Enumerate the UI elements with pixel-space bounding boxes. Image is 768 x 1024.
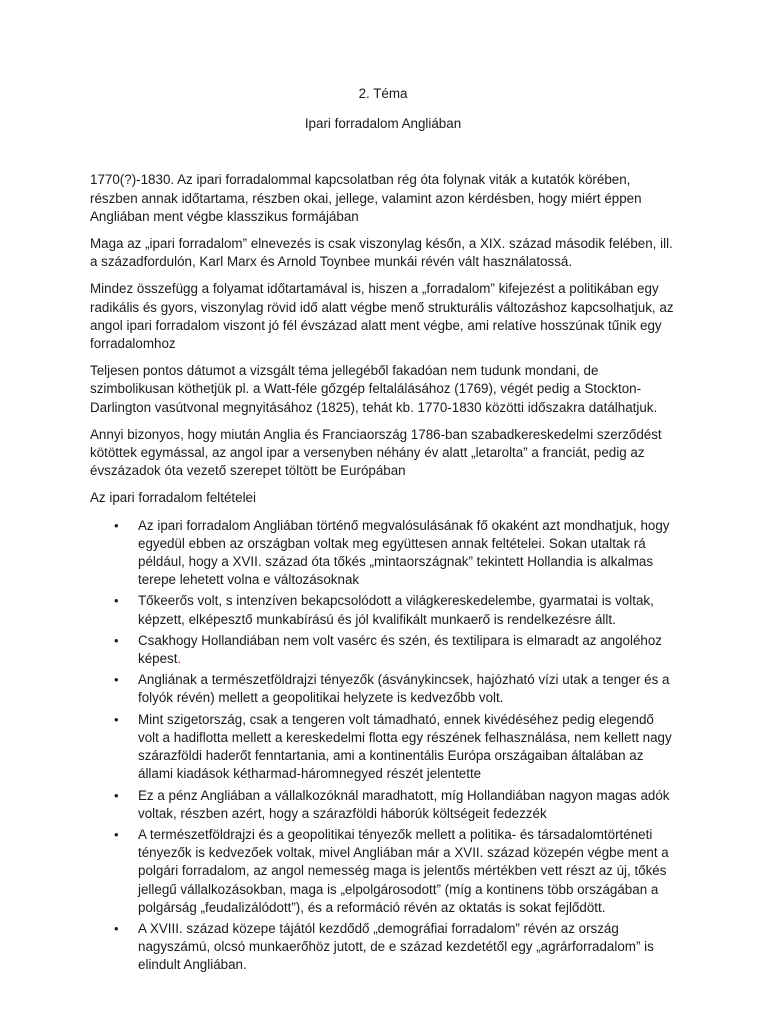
list-item-text: Mint szigetország, csak a tengeren volt támadható, ennek kivédéséhez pedig elegendő volt a hadiflotta mellett a kereskedelmi flotta egy részének felhasználása, nem kellett nagy szárazföldi haderőt fenntartania, ami a kontinentális Európa országaiban általában az állami kiadások kétharmad-háromnegyed részét jelentette	[138, 711, 672, 782]
bullet-icon: •	[114, 593, 119, 609]
paragraph-trade-treaty: Annyi bizonyos, hogy miután Anglia és Franciaország 1786-ban szabadkereskedelmi szerződést kötöttek egymással, az angol ipar a versenyben néhány év alatt „letarolta” a franciát, pedig az évszázadok óta vezető szerepet töltött be Európában	[90, 426, 662, 479]
list-item	[90, 592, 676, 628]
list-item	[90, 826, 676, 917]
bullet-icon: •	[114, 632, 119, 648]
list-item-text: A természetföldrajzi és a geopolitikai tényezők mellett a politika- és társadalomtörténeti tényezők is kedvezőek voltak, mivel Angliában már a XVII. század közepén végbe ment a polgári forradalom, az angol nemesség maga is jelentős mértékben vett részt az új, tőkés jellegű vállalkozásokban, maga is „elpolgárosodott” (míg a kontinens több országában a polgárság „feudalizálódott”), és a reformáció révén az oktatás is sokat fejlődött.	[138, 826, 669, 915]
list-item	[90, 671, 676, 707]
section-title: Az ipari forradalom feltételei	[90, 490, 256, 506]
list-item-text: Tőkeerős volt, s intenzíven bekapcsolódott a világkereskedelembe, gyarmatai is voltak, képzett, elképesztő munkabírású és jól kvalifikált munkaerő is rendelkezésre állt.	[138, 593, 654, 627]
list-item-text: Az ipari forradalom Angliában történő megvalósulásának fő okaként azt mondhatjuk, hogy egyedül ebben az országban voltak meg együttesen annak feltételei. Sokan utaltak rá például, hogy a XVII. század óta tőkés „mintaországnak” tekintett Hollandia is alkalmas terepe lehetett volna e változásoknak	[138, 517, 670, 588]
bullet-icon: •	[114, 672, 119, 688]
page-title: Ipari forradalom Angliában	[304, 116, 462, 132]
list-item-text: Csakhogy Hollandiában nem volt vasérc és szén, és textilipara is elmaradt az angoléhoz képest	[138, 632, 663, 667]
list-item	[90, 517, 676, 590]
bullet-icon: •	[114, 920, 119, 936]
list-item	[90, 632, 676, 668]
list-item-text: Ez a pénz Angliában a vállalkozóknál maradhatott, míg Hollandiában nagyon magas adók voltak, részben azért, hogy a szárazföldi háborúk költségeit fedezzék	[138, 787, 670, 821]
paragraph-dates: Teljesen pontos dátumot a vizsgált téma jellegéből fakadóan nem tudunk mondani, de szimbolikusan köthetjük pl. a Watt-féle gőzgép feltalálásához (1769), végét pedig a Stockton-Darlington vasútvonal megnyitásához (1825), tehát kb. 1770-1830 közötti időszakra datálhatjuk.	[90, 363, 658, 415]
list-item	[90, 711, 676, 784]
bullet-icon: •	[114, 711, 119, 727]
topic-heading: 2. Téma	[358, 86, 408, 101]
bullet-icon: •	[114, 826, 119, 842]
bullet-icon: •	[114, 517, 119, 533]
paragraph-duration: Mindez összefügg a folyamat időtartamával is, hiszen a „forradalom” kifejezést a politikában egy radikális és gyors, viszonylag rövid idő alatt végbe menő strukturális változáshoz kapcsolhatjuk, az angol ipari forradalom viszont jó fél évszázad alatt ment végbe, ami relatíve hosszúnak tűnik egy forradalomhoz	[90, 281, 674, 352]
list-item-text: Angliának a természetföldrajzi tényezők (ásványkincsek, hajózható vízi utak a tenger és a folyók révén) mellett a geopolitikai helyzete is kedvezőbb volt.	[138, 672, 670, 706]
stray-mark: .	[177, 651, 182, 667]
paragraph-intro: 1770(?)-1830. Az ipari forradalommal kapcsolatban rég óta folynak viták a kutatók körében, részben annak időtartama, részben okai, jellege, valamint azon kérdésben, hogy miért éppen Angliában ment végbe klasszikus formájában	[90, 172, 642, 224]
paragraph-naming: Maga az „ipari forradalom” elnevezés is csak viszonylag későn, a XIX. század második felében, ill. a századfordulón, Karl Marx és Arnold Toynbee munkái révén vált használatossá.	[90, 236, 673, 270]
bullet-icon: •	[114, 787, 119, 803]
list-item-text: A XVIII. század közepe tájától kezdődő „demográfiai forradalom” révén az ország nagyszámú, olcsó munkaerőhöz jutott, de e század kezdetétől egy „agrárforradalom” is elindult Angliában.	[138, 920, 654, 973]
list-item	[90, 787, 676, 823]
list-item	[90, 920, 676, 975]
conditions-list	[90, 517, 676, 975]
